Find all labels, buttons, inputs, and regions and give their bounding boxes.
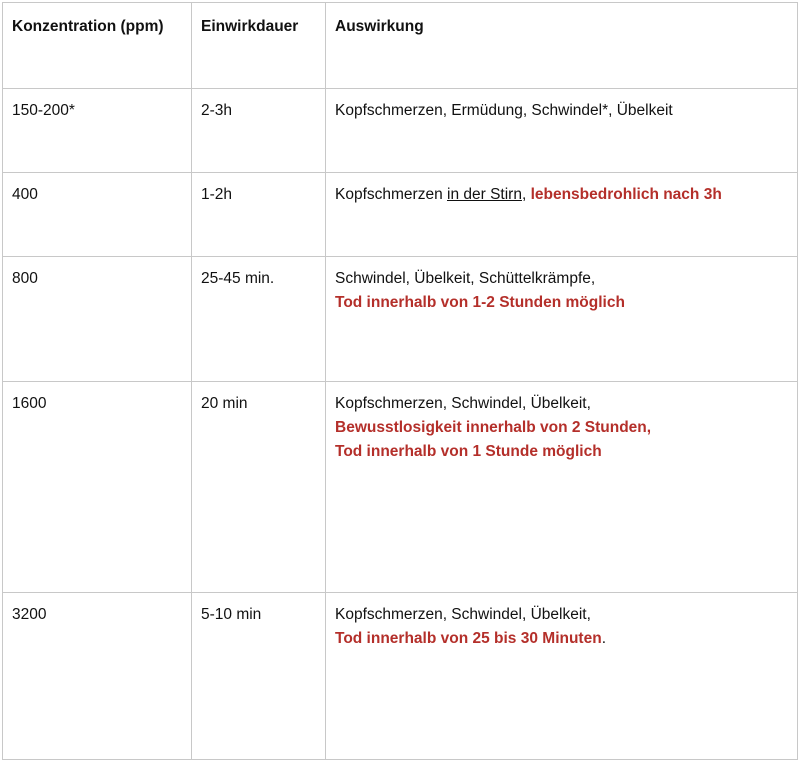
- duration-cell: 25-45 min.: [192, 257, 326, 382]
- effect-cell: [326, 257, 798, 382]
- table-row: [3, 257, 798, 382]
- duration-cell: 20 min: [192, 382, 326, 593]
- table-row: [3, 382, 798, 593]
- effect-warning-text: Tod innerhalb von 25 bis 30 Minuten: [335, 630, 602, 647]
- effect-warning-text: lebensbedrohlich nach 3h: [530, 186, 722, 203]
- effect-text: Kopfschmerzen: [335, 186, 447, 203]
- header-concentration: Konzentration (ppm): [3, 3, 192, 89]
- table-row: [3, 173, 798, 257]
- effect-period: .: [601, 630, 606, 647]
- effect-cell: [326, 89, 798, 173]
- duration-cell: 2-3h: [192, 89, 326, 173]
- duration-cell: 5-10 min: [192, 593, 326, 760]
- effect-text: Schwindel, Übelkeit, Schüttelkrämpfe,: [335, 270, 596, 287]
- effect-text: Kopfschmerzen, Schwindel, Übelkeit,: [335, 606, 591, 623]
- header-row: [3, 3, 798, 89]
- effect-text: Kopfschmerzen, Schwindel, Übelkeit,: [335, 395, 591, 412]
- effect-cell: [326, 382, 798, 593]
- header-effect: Auswirkung: [326, 3, 798, 89]
- concentration-cell: 3200: [3, 593, 192, 760]
- effect-warning-text: Tod innerhalb von 1-2 Stunden möglich: [335, 294, 625, 311]
- exposure-table: [2, 2, 798, 760]
- concentration-cell: 1600: [3, 382, 192, 593]
- effect-warning-line: [335, 627, 797, 651]
- effect-warning-text: Tod innerhalb von 1 Stunde möglich: [335, 443, 602, 460]
- concentration-cell: 150-200*: [3, 89, 192, 173]
- effect-cell: [326, 173, 798, 257]
- effect-underlined-text: in der Stirn: [447, 186, 522, 203]
- effect-separator: ,: [521, 186, 531, 203]
- table-row: [3, 89, 798, 173]
- duration-cell: 1-2h: [192, 173, 326, 257]
- table-row: [3, 593, 798, 760]
- concentration-cell: 800: [3, 257, 192, 382]
- concentration-cell: 400: [3, 173, 192, 257]
- effect-cell: [326, 593, 798, 760]
- effect-warning-text: Bewusstlosigkeit innerhalb von 2 Stunden,: [335, 419, 652, 436]
- effect-text: Kopfschmerzen, Ermüdung, Schwindel*, Übelkeit: [335, 102, 673, 119]
- header-duration: Einwirkdauer: [192, 3, 326, 89]
